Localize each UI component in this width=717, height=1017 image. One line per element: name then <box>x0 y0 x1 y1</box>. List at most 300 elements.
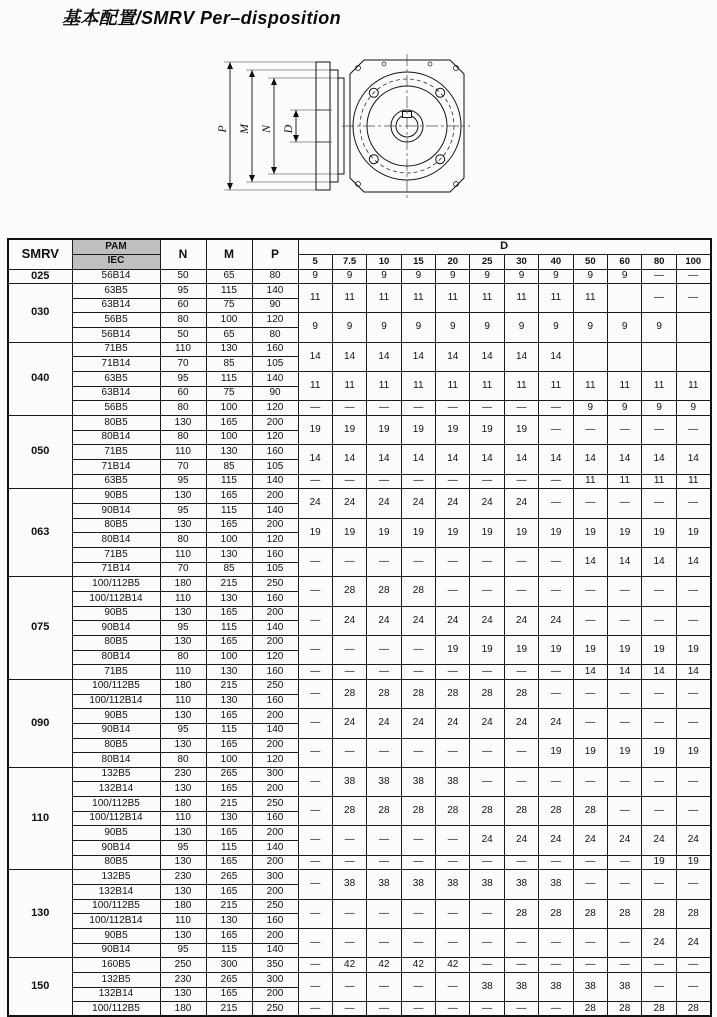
iec-cell: 80B5 <box>72 855 160 870</box>
d-value-cell: — <box>504 1002 538 1017</box>
d-value-cell: — <box>539 401 573 416</box>
d-value-cell: — <box>436 855 470 870</box>
m-cell: 115 <box>206 841 252 856</box>
d-value-cell: 19 <box>504 518 538 547</box>
d-value-cell: — <box>676 767 710 796</box>
iec-cell: 100/112B14 <box>72 591 160 606</box>
table-row <box>8 709 711 724</box>
d-value-cell: — <box>608 679 642 708</box>
d-value-cell <box>573 342 607 371</box>
d-value-cell: 11 <box>332 284 366 313</box>
d-value-cell: 42 <box>436 958 470 973</box>
n-cell: 95 <box>160 284 206 299</box>
p-cell: 350 <box>252 958 298 973</box>
d-value-cell <box>676 342 710 371</box>
d-value-cell: — <box>436 738 470 767</box>
d-value-cell: 9 <box>367 313 401 342</box>
m-cell: 165 <box>206 635 252 650</box>
d-value-cell: 14 <box>573 665 607 680</box>
n-cell: 110 <box>160 342 206 357</box>
ratio-header: 50 <box>573 254 607 269</box>
n-cell: 180 <box>160 797 206 812</box>
iec-cell: 100/112B14 <box>72 694 160 709</box>
d-value-cell: — <box>504 767 538 796</box>
d-value-cell: 9 <box>642 401 676 416</box>
n-cell: 50 <box>160 328 206 343</box>
d-value-cell: — <box>436 899 470 928</box>
d-value-cell: 11 <box>298 372 332 401</box>
d-value-cell: — <box>642 284 676 313</box>
iec-cell: 56B5 <box>72 401 160 416</box>
d-value-cell: — <box>436 474 470 489</box>
d-value-cell: 28 <box>367 797 401 826</box>
d-value-cell: — <box>470 767 504 796</box>
p-cell: 250 <box>252 679 298 694</box>
d-value-cell: — <box>298 899 332 928</box>
p-cell: 200 <box>252 885 298 900</box>
d-value-cell: 9 <box>573 313 607 342</box>
d-value-cell: — <box>642 709 676 738</box>
d-value-cell: — <box>298 709 332 738</box>
smrv-size-cell: 030 <box>8 284 72 343</box>
d-value-cell: 9 <box>401 269 435 284</box>
m-cell: 215 <box>206 679 252 694</box>
p-cell: 250 <box>252 899 298 914</box>
d-value-cell: — <box>539 416 573 445</box>
d-value-cell: 14 <box>332 342 366 371</box>
d-value-cell: — <box>642 489 676 518</box>
d-value-cell: — <box>332 547 366 576</box>
d-value-cell: — <box>676 606 710 635</box>
d-value-cell <box>642 342 676 371</box>
d-value-cell: — <box>401 855 435 870</box>
d-value-cell: 24 <box>367 709 401 738</box>
d-value-cell: — <box>573 679 607 708</box>
p-cell: 140 <box>252 943 298 958</box>
d-value-cell: 19 <box>367 518 401 547</box>
p-cell: 300 <box>252 973 298 988</box>
d-value-cell: — <box>676 958 710 973</box>
d-value-cell: 19 <box>573 738 607 767</box>
d-value-cell: — <box>504 401 538 416</box>
d-value-cell: — <box>642 606 676 635</box>
d-value-cell: 11 <box>436 372 470 401</box>
d-value-cell: 19 <box>676 518 710 547</box>
table-row <box>8 826 711 841</box>
d-value-cell <box>676 313 710 342</box>
d-value-cell: — <box>676 284 710 313</box>
n-cell: 250 <box>160 958 206 973</box>
d-value-cell: — <box>504 547 538 576</box>
d-value-cell: — <box>676 489 710 518</box>
p-cell: 200 <box>252 929 298 944</box>
d-value-cell: 19 <box>401 518 435 547</box>
n-cell: 130 <box>160 987 206 1002</box>
m-cell: 130 <box>206 665 252 680</box>
d-value-cell: 14 <box>298 342 332 371</box>
d-value-cell: — <box>401 665 435 680</box>
ratio-header: 30 <box>504 254 538 269</box>
iec-cell: 71B5 <box>72 342 160 357</box>
d-value-cell: — <box>642 577 676 606</box>
d-value-cell: 24 <box>504 709 538 738</box>
n-cell: 95 <box>160 504 206 519</box>
d-value-cell: — <box>470 1002 504 1017</box>
d-value-cell: 19 <box>504 416 538 445</box>
p-cell: 200 <box>252 518 298 533</box>
d-value-cell: — <box>367 855 401 870</box>
d-value-cell: 14 <box>401 445 435 474</box>
m-cell: 165 <box>206 929 252 944</box>
iec-cell: 90B14 <box>72 723 160 738</box>
d-value-cell: 9 <box>436 269 470 284</box>
d-value-cell: — <box>367 401 401 416</box>
d-value-cell: — <box>608 870 642 899</box>
d-value-cell: 9 <box>332 313 366 342</box>
d-value-cell: — <box>298 606 332 635</box>
p-cell: 140 <box>252 841 298 856</box>
d-value-cell: 28 <box>504 899 538 928</box>
d-value-cell: 9 <box>642 313 676 342</box>
d-value-cell: 11 <box>367 372 401 401</box>
gearbox-drawing <box>212 28 474 224</box>
d-value-cell: — <box>470 401 504 416</box>
d-value-cell: — <box>504 474 538 489</box>
m-column-header: M <box>206 239 252 269</box>
n-cell: 110 <box>160 914 206 929</box>
d-value-cell: 11 <box>504 284 538 313</box>
d-value-cell: 19 <box>401 416 435 445</box>
table-row <box>8 665 711 680</box>
m-cell: 165 <box>206 782 252 797</box>
d-value-cell: 19 <box>608 518 642 547</box>
d-value-cell: — <box>298 679 332 708</box>
d-value-cell: 11 <box>642 474 676 489</box>
table-row <box>8 1002 711 1017</box>
d-value-cell: 14 <box>608 547 642 576</box>
d-value-cell: — <box>298 973 332 1002</box>
p-cell: 120 <box>252 313 298 328</box>
iec-cell: 100/112B5 <box>72 577 160 592</box>
d-value-cell: — <box>298 826 332 855</box>
n-cell: 110 <box>160 811 206 826</box>
d-value-cell: — <box>298 635 332 664</box>
d-value-cell: 14 <box>642 665 676 680</box>
d-value-cell: 28 <box>367 577 401 606</box>
n-cell: 95 <box>160 621 206 636</box>
m-cell: 215 <box>206 899 252 914</box>
m-cell: 115 <box>206 723 252 738</box>
smrv-size-cell: 130 <box>8 870 72 958</box>
d-value-cell: 9 <box>676 401 710 416</box>
d-value-cell: — <box>539 547 573 576</box>
d-value-cell: 11 <box>470 372 504 401</box>
p-cell: 250 <box>252 1002 298 1017</box>
d-value-cell: 9 <box>573 401 607 416</box>
d-value-cell: 14 <box>608 665 642 680</box>
p-cell: 160 <box>252 591 298 606</box>
d-value-cell: — <box>401 973 435 1002</box>
d-value-cell: — <box>504 958 538 973</box>
d-value-cell: — <box>642 767 676 796</box>
p-cell: 160 <box>252 445 298 460</box>
d-value-cell: 28 <box>539 899 573 928</box>
p-cell: 160 <box>252 665 298 680</box>
iec-cell: 80B14 <box>72 430 160 445</box>
d-value-cell: — <box>573 709 607 738</box>
d-value-cell: 14 <box>401 342 435 371</box>
d-value-cell: 24 <box>539 709 573 738</box>
d-value-cell: 14 <box>504 342 538 371</box>
n-cell: 110 <box>160 665 206 680</box>
d-value-cell: — <box>367 635 401 664</box>
d-value-cell: 14 <box>470 445 504 474</box>
table-row <box>8 899 711 914</box>
d-value-cell: — <box>642 269 676 284</box>
smrv-size-cell: 110 <box>8 767 72 870</box>
m-cell: 165 <box>206 489 252 504</box>
d-value-cell: — <box>573 767 607 796</box>
d-value-cell: 38 <box>504 870 538 899</box>
d-value-cell: 14 <box>332 445 366 474</box>
d-value-cell: — <box>298 958 332 973</box>
d-value-cell: 9 <box>298 269 332 284</box>
d-value-cell: 11 <box>470 284 504 313</box>
table-row <box>8 416 711 431</box>
d-value-cell: 24 <box>436 709 470 738</box>
m-cell: 115 <box>206 372 252 387</box>
d-value-cell: 38 <box>401 767 435 796</box>
n-cell: 70 <box>160 460 206 475</box>
d-value-cell: — <box>504 665 538 680</box>
m-cell: 165 <box>206 518 252 533</box>
m-cell: 115 <box>206 504 252 519</box>
d-value-cell: — <box>332 1002 366 1017</box>
d-value-cell: 14 <box>642 445 676 474</box>
n-cell: 70 <box>160 562 206 577</box>
ratio-header: 7.5 <box>332 254 366 269</box>
table-row <box>8 489 711 504</box>
d-value-cell: — <box>470 665 504 680</box>
d-value-cell: — <box>608 929 642 958</box>
d-value-cell: 19 <box>436 518 470 547</box>
d-value-cell: — <box>676 416 710 445</box>
d-value-cell: 19 <box>608 635 642 664</box>
d-value-cell: — <box>332 401 366 416</box>
d-value-cell: — <box>332 899 366 928</box>
m-cell: 85 <box>206 357 252 372</box>
ratio-header: 10 <box>367 254 401 269</box>
iec-cell: 90B5 <box>72 826 160 841</box>
d-value-cell: — <box>608 606 642 635</box>
iec-cell: 71B14 <box>72 460 160 475</box>
iec-cell: 63B5 <box>72 284 160 299</box>
d-value-cell: — <box>298 929 332 958</box>
d-value-cell: 42 <box>332 958 366 973</box>
top-screw <box>428 62 432 66</box>
d-value-cell: 38 <box>332 767 366 796</box>
n-cell: 110 <box>160 694 206 709</box>
table-row <box>8 547 711 562</box>
n-cell: 130 <box>160 885 206 900</box>
iec-cell: 132B5 <box>72 870 160 885</box>
d-value-cell: — <box>401 899 435 928</box>
table-row <box>8 929 711 944</box>
d-value-cell: 19 <box>436 635 470 664</box>
n-cell: 80 <box>160 430 206 445</box>
bolt-hole <box>436 88 445 97</box>
iec-cell: 71B5 <box>72 665 160 680</box>
table-row <box>8 606 711 621</box>
p-cell: 300 <box>252 767 298 782</box>
d-value-cell: 24 <box>470 489 504 518</box>
p-cell: 200 <box>252 709 298 724</box>
d-value-cell: — <box>367 665 401 680</box>
d-value-cell: 24 <box>470 826 504 855</box>
iec-cell: 90B5 <box>72 929 160 944</box>
d-value-cell: 19 <box>642 518 676 547</box>
n-cell: 130 <box>160 416 206 431</box>
d-value-cell: — <box>608 709 642 738</box>
d-value-cell: 19 <box>470 635 504 664</box>
d-value-cell: — <box>573 577 607 606</box>
d-value-cell: — <box>367 826 401 855</box>
d-value-cell: — <box>470 958 504 973</box>
iec-cell: 80B14 <box>72 533 160 548</box>
d-value-cell: — <box>504 855 538 870</box>
ratio-header: 15 <box>401 254 435 269</box>
d-value-cell: 38 <box>539 973 573 1002</box>
iec-cell: 100/112B5 <box>72 899 160 914</box>
d-value-cell: 11 <box>608 372 642 401</box>
d-value-cell: 28 <box>332 797 366 826</box>
d-value-cell: — <box>436 577 470 606</box>
d-value-cell: 38 <box>332 870 366 899</box>
d-value-cell: 28 <box>573 1002 607 1017</box>
m-cell: 130 <box>206 342 252 357</box>
d-value-cell: 9 <box>608 401 642 416</box>
d-value-cell: 28 <box>504 797 538 826</box>
d-column-header: D <box>298 239 711 254</box>
iec-cell: 80B5 <box>72 635 160 650</box>
d-value-cell: — <box>573 606 607 635</box>
m-cell: 85 <box>206 460 252 475</box>
smrv-size-cell: 040 <box>8 342 72 415</box>
smrv-size-cell: 025 <box>8 269 72 284</box>
d-value-cell: — <box>470 899 504 928</box>
d-value-cell: 14 <box>676 547 710 576</box>
bolt-hole <box>369 155 378 164</box>
d-value-cell: — <box>298 1002 332 1017</box>
n-cell: 80 <box>160 533 206 548</box>
iec-cell: 100/112B5 <box>72 797 160 812</box>
d-value-cell: 24 <box>676 826 710 855</box>
p-cell: 160 <box>252 694 298 709</box>
m-cell: 75 <box>206 386 252 401</box>
d-value-cell: — <box>642 870 676 899</box>
d-value-cell: 14 <box>436 342 470 371</box>
d-value-cell: 24 <box>436 489 470 518</box>
d-value-cell: 19 <box>676 635 710 664</box>
d-value-cell: — <box>642 416 676 445</box>
d-value-cell: — <box>539 929 573 958</box>
d-value-cell: 38 <box>470 973 504 1002</box>
n-cell: 95 <box>160 723 206 738</box>
d-value-cell: — <box>539 767 573 796</box>
d-value-cell: 9 <box>367 269 401 284</box>
table-row <box>8 518 711 533</box>
p-cell: 120 <box>252 650 298 665</box>
d-value-cell: 19 <box>367 416 401 445</box>
p-cell: 90 <box>252 298 298 313</box>
p-cell: 140 <box>252 284 298 299</box>
iec-cell: 63B5 <box>72 372 160 387</box>
d-value-cell: 19 <box>642 855 676 870</box>
n-cell: 180 <box>160 679 206 694</box>
d-value-cell: 9 <box>573 269 607 284</box>
m-cell: 115 <box>206 474 252 489</box>
p-cell: 80 <box>252 328 298 343</box>
m-cell: 100 <box>206 401 252 416</box>
p-cell: 120 <box>252 753 298 768</box>
d-value-cell: — <box>539 489 573 518</box>
side-view <box>316 62 344 190</box>
top-screw <box>382 62 386 66</box>
d-value-cell: 9 <box>608 269 642 284</box>
p-cell: 200 <box>252 606 298 621</box>
m-cell: 115 <box>206 621 252 636</box>
p-cell: 200 <box>252 416 298 431</box>
d-value-cell: 28 <box>539 797 573 826</box>
d-value-cell: 9 <box>298 313 332 342</box>
n-cell: 130 <box>160 635 206 650</box>
d-value-cell: 19 <box>642 635 676 664</box>
d-value-cell: 38 <box>436 767 470 796</box>
m-cell: 165 <box>206 606 252 621</box>
d-value-cell: — <box>676 973 710 1002</box>
d-value-cell: 24 <box>504 489 538 518</box>
d-value-cell: 28 <box>332 577 366 606</box>
d-value-cell: 38 <box>608 973 642 1002</box>
p-cell: 250 <box>252 797 298 812</box>
d-value-cell: 9 <box>436 313 470 342</box>
d-value-cell: 19 <box>470 416 504 445</box>
d-value-cell: — <box>332 973 366 1002</box>
n-cell: 130 <box>160 606 206 621</box>
n-cell: 110 <box>160 445 206 460</box>
n-cell: 95 <box>160 841 206 856</box>
iec-cell: 90B5 <box>72 606 160 621</box>
p-cell: 105 <box>252 460 298 475</box>
m-cell: 130 <box>206 811 252 826</box>
d-value-cell: 24 <box>436 606 470 635</box>
d-value-cell: 28 <box>504 679 538 708</box>
m-cell: 130 <box>206 591 252 606</box>
m-cell: 215 <box>206 577 252 592</box>
p-cell: 140 <box>252 504 298 519</box>
dim-label-p: P <box>215 125 229 133</box>
table-row <box>8 313 711 328</box>
d-value-cell: 42 <box>401 958 435 973</box>
d-value-cell: — <box>608 855 642 870</box>
iec-cell: 100/112B5 <box>72 1002 160 1017</box>
d-value-cell: 14 <box>367 342 401 371</box>
ratio-header: 100 <box>676 254 710 269</box>
d-value-cell: 38 <box>401 870 435 899</box>
n-cell: 230 <box>160 767 206 782</box>
iec-cell: 132B5 <box>72 973 160 988</box>
p-cell: 200 <box>252 738 298 753</box>
